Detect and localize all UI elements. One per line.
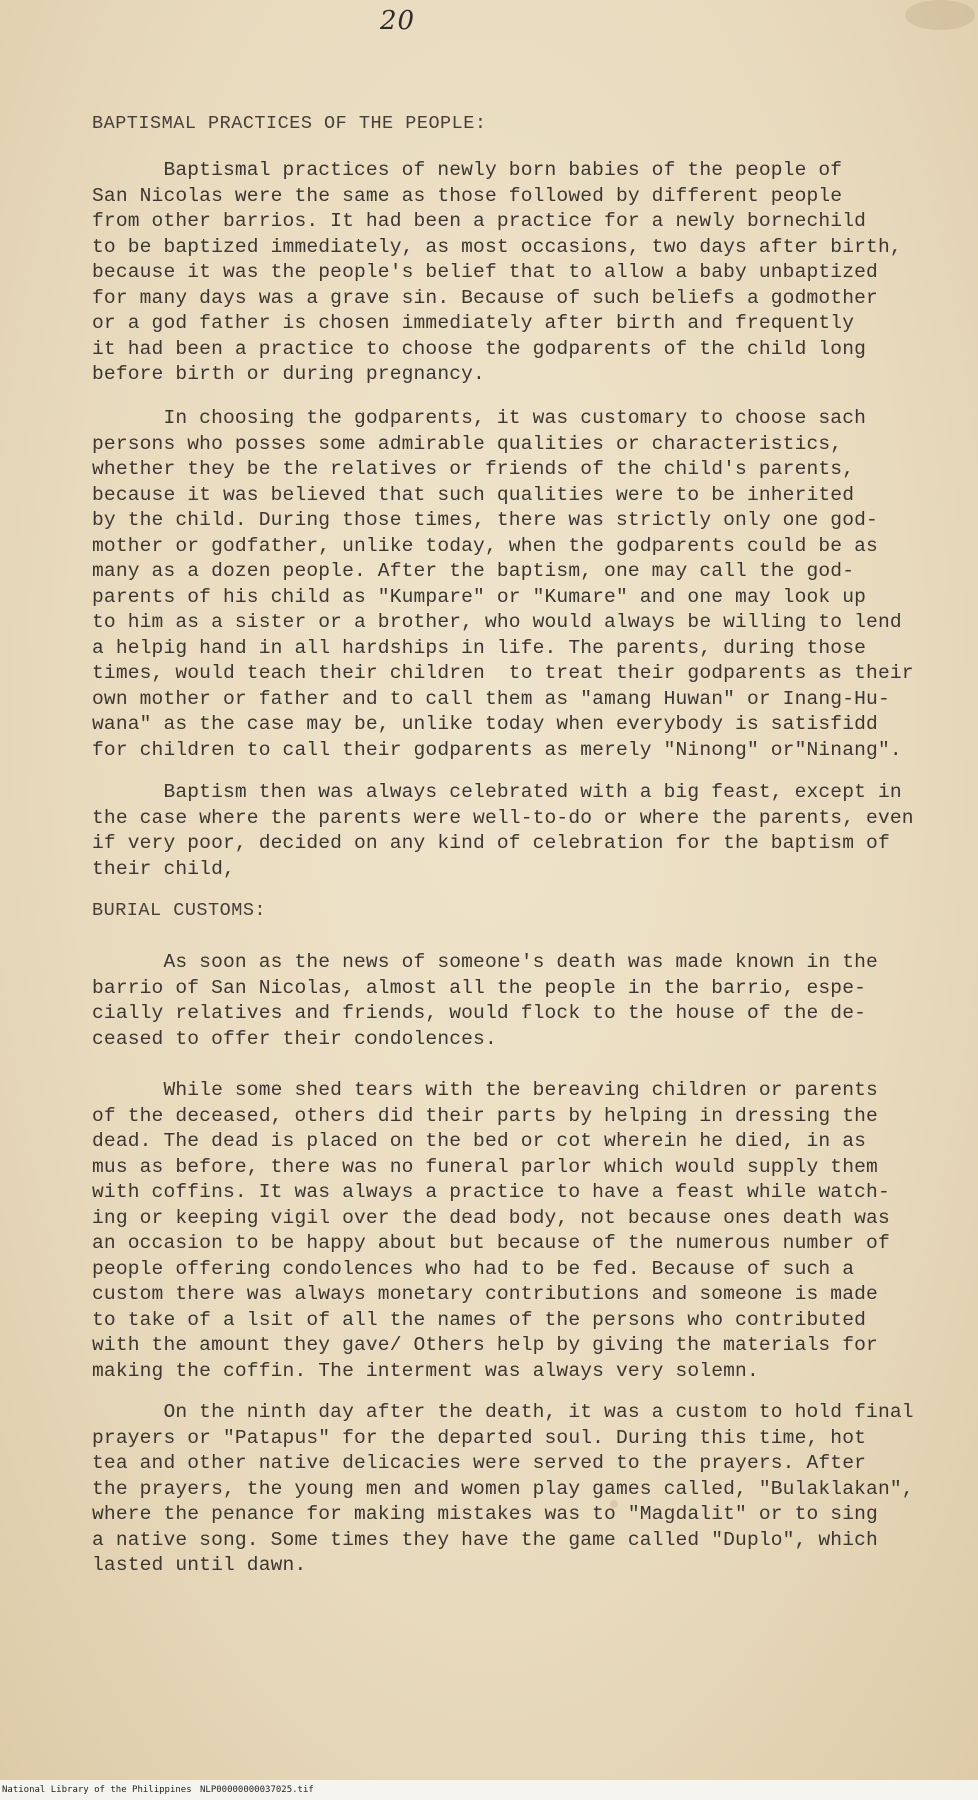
text-line: making the coffin. The interment was always very solemn. [92, 1359, 759, 1382]
text-line: with the amount they gave/ Others help by giving the materials for [92, 1334, 878, 1356]
text-line: people offering condolences who had to be fed. Because of such a [92, 1257, 855, 1280]
text-line: where the penance for making mistakes was to "Magdalit" or to sing [92, 1503, 878, 1525]
text-line: persons who posses some admirable qualities or characteristics, [92, 432, 843, 455]
text-line: before birth or during pregnancy. [92, 363, 485, 385]
footer-filename: NLP00000000037025.tif [200, 1785, 314, 1795]
text-line: times, would teach their children to treat their godparents as their [92, 662, 914, 684]
text-line: San Nicolas were the same as those followed by different people [92, 184, 843, 207]
text-line: ing or keeping vigil over the dead body, not because ones death was [92, 1206, 890, 1229]
paragraph-baptismal-2 [92, 406, 962, 763]
text-line: tea and other native delicacies were served to the prayers. After [92, 1452, 867, 1474]
text-line: if very poor, decided on any kind of celebration for the baptism of [92, 832, 890, 854]
text-line: the case where the parents were well-to-do or where the parents, even [92, 806, 914, 829]
page-number: 20 [380, 6, 416, 36]
text-line: for children to call their godparents as merely "Ninong" or"Ninang". [92, 738, 902, 761]
text-line: to take of a lsit of all the names of the persons who contributed [92, 1308, 867, 1331]
text-line: As soon as the news of someone's death was made known in the [92, 951, 878, 973]
text-line: While some shed tears with the bereaving children or parents [92, 1079, 878, 1101]
text-line: to him as a sister or a brother, who would always be willing to lend [92, 611, 902, 633]
scan-footer [0, 1780, 978, 1800]
text-line: many as a dozen people. After the baptism, one may call the god- [92, 560, 855, 582]
text-line: an occasion to be happy about but because of the numerous number of [92, 1232, 890, 1254]
text-line: own mother or father and to call them as "amang Huwan" or Inang-Hu- [92, 687, 890, 710]
text-line: barrio of San Nicolas, almost all the people in the barrio, espe- [92, 976, 867, 999]
text-line: dead. The dead is placed on the bed or cot wherein he died, in as [92, 1130, 867, 1152]
text-line: whether they be the relatives or friends of the child's parents, [92, 458, 855, 480]
text-line: parents of his child as "Kumpare" or "Kumare" and one may look up [92, 585, 867, 608]
section-heading-burial: BURIAL CUSTOMS: [92, 900, 267, 921]
text-line: a helpig hand in all hardships in life. The parents, during those [92, 636, 867, 659]
text-line: with coffins. It was always a practice to have a feast while watch- [92, 1181, 890, 1203]
text-line: by the child. During those times, there was strictly only one god- [92, 509, 878, 531]
text-line: because it was the people's belief that to allow a baby unbaptized [92, 261, 878, 283]
text-line: of the deceased, others did their parts by helping in dressing the [92, 1104, 878, 1127]
paragraph-baptismal-1 [92, 158, 962, 388]
footer-source: National Library of the Philippines [2, 1785, 192, 1795]
section-heading-baptismal: BAPTISMAL PRACTICES OF THE PEOPLE: [92, 113, 487, 134]
text-line: custom there was always monetary contributions and someone is made [92, 1283, 878, 1305]
paragraph-baptismal-3 [92, 780, 962, 882]
paragraph-burial-1 [92, 950, 962, 1052]
text-line: a native song. Some times they have the game called "Duplo", which [92, 1528, 878, 1551]
text-line: because it was believed that such qualities were to be inherited [92, 483, 855, 506]
text-line: On the ninth day after the death, it was a custom to hold final [92, 1401, 914, 1423]
text-line: cially relatives and friends, would flock to the house of the de- [92, 1002, 867, 1024]
text-line: for many days was a grave sin. Because of such beliefs a godmother [92, 286, 878, 309]
text-line: or a god father is chosen immediately after birth and frequently [92, 312, 855, 334]
paper-stain [905, 0, 975, 30]
text-line: wana" as the case may be, unlike today when everybody is satisfidd [92, 713, 878, 735]
text-line: ceased to offer their condolences. [92, 1027, 497, 1050]
text-line: prayers or "Patapus" for the departed soul. During this time, hot [92, 1426, 867, 1449]
text-line: mother or godfather, unlike today, when the godparents could be as [92, 534, 878, 557]
paragraph-burial-3 [92, 1400, 962, 1579]
text-line: lasted until dawn. [92, 1554, 307, 1576]
text-line: mus as before, there was no funeral parlor which would supply them [92, 1155, 878, 1178]
text-line: it had been a practice to choose the godparents of the child long [92, 337, 867, 360]
paragraph-burial-2 [92, 1078, 962, 1384]
text-line: Baptism then was always celebrated with a big feast, except in [92, 781, 902, 803]
text-line: Baptismal practices of newly born babies of the people of [92, 159, 843, 181]
text-line: from other barrios. It had been a practice for a newly bornechild [92, 210, 867, 232]
text-line: the prayers, the young men and women play games called, "Bulaklakan", [92, 1477, 914, 1500]
text-line: to be baptized immediately, as most occasions, two days after birth, [92, 235, 902, 258]
text-line: In choosing the godparents, it was customary to choose sach [92, 407, 867, 429]
text-line: their child, [92, 857, 235, 880]
